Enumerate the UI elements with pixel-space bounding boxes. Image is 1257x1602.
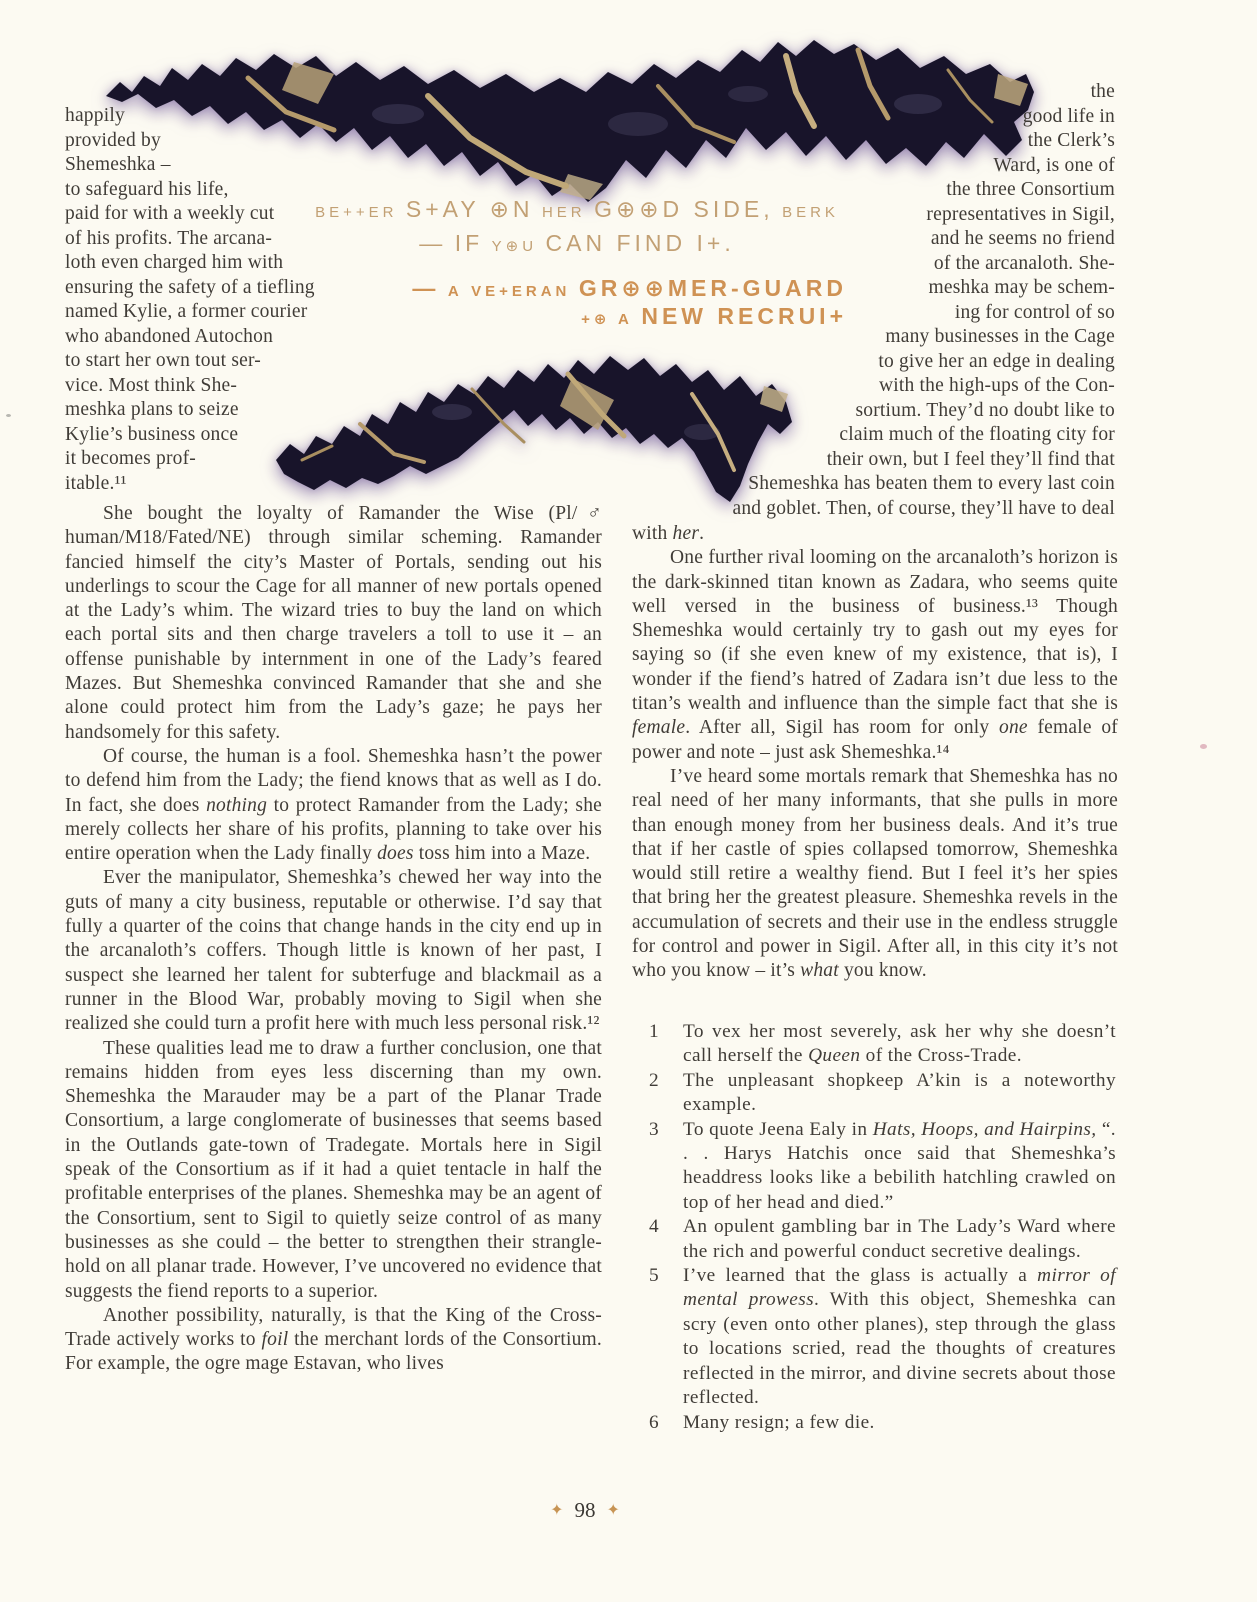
quote-segment: GR⊕⊕MER-GUARD	[578, 275, 847, 301]
text-line: to give her an edge in dealing	[878, 350, 1115, 372]
quote-segment: NEW RECRUI+	[641, 303, 847, 329]
text-line: it becomes prof-	[65, 448, 196, 469]
text-line: claim much of the floating city for	[839, 424, 1115, 445]
footnote-list	[649, 1020, 1116, 1435]
quote-segment: Y⊕U	[491, 238, 538, 255]
diamond-ornament-icon: ✦	[550, 1502, 564, 1519]
page-number-row	[0, 1498, 1170, 1523]
paragraph: Ever the manipulator, Shemeshka’s chewed her way into the guts of many a city business, reputable or otherwise. I’d say that fully a quarter of the coins that change hands in the city end up in the arcanaloth’s coffers. Though little is known of her past, I suspect she learned her talent for subterfuge and blackmail as a runner in the Blood War, probably moving to Sigil when she realized she could turn a profit here with much less personal risk.¹²	[65, 867, 602, 1035]
text-line: Shemeshka has beaten them to every last coin	[748, 473, 1115, 494]
text-line: and he seems no friend	[930, 228, 1115, 249]
text-line: representatives in Sigil,	[926, 203, 1115, 225]
quote-segment: BE++ER	[315, 204, 398, 221]
paragraph: Another possibility, naturally, is that the King of the Cross-Trade actively works to foil the merchant lords of the Consortium. For example, the ogre mage Estavan, who lives	[65, 1304, 602, 1375]
text-line: of his profits. The arcana-	[65, 227, 273, 249]
text-line: vice. Most think She-	[65, 374, 238, 396]
quote-segment: —	[412, 275, 440, 301]
text-line: of the arcanaloth. She-	[933, 252, 1115, 274]
paragraph: She bought the loyalty of Ramander the Wise (Pl/♂ human/M18/Fated/NE) through similar scheming. Ramander fancied himself the city’s Master of Portals, sending out his underlings to scour the Cage for all manner of new portals opened at the Lady’s whim. The wizard tries to buy the land on which each portal sits and then charge travelers a toll to use it – an offense punishable by internment in one of the Lady’s feared Mazes. But Shemeshka convinced Ramander that she and she alone could protect him from the Lady’s gaze; he pays her handsomely for this safety.	[65, 503, 602, 743]
quote-segment: BERK	[782, 204, 839, 221]
quote-segment: G⊕⊕D SIDE,	[594, 196, 774, 222]
text-line: Kylie’s business once	[65, 423, 239, 445]
footnote-text: I’ve learned that the glass is actually a mirror of mental prowess. With this object, Shemeshka can scry (even onto other planes), step through the glass to locations scried, read the thoughts of creatures reflected in the mirror, and divine secrets about those reflected.	[683, 1265, 1116, 1409]
text-line: paid for with a weekly cut	[65, 203, 275, 224]
text-line: many businesses in the Cage	[885, 326, 1115, 347]
text-line: provided by	[65, 129, 161, 151]
footnote-item	[649, 1264, 1116, 1410]
text-line: happily	[65, 105, 125, 126]
text-line: good life in	[1022, 105, 1115, 127]
footnote-number: 6	[649, 1411, 660, 1433]
right-column-body	[632, 522, 1118, 984]
scan-speck	[6, 414, 11, 417]
paragraph: I’ve heard some mortals remark that Shemeshka has no real need of her many informants, that she pulls in more than enough money from her business deals. And it’s true that if her castle of spies collapsed tomorrow, Shemeshka would still retire a wealthy fiend. But I feel it’s her spies that bring her the greatest pleasure. Shemeshka revels in the accumulation of secrets and their use in the endless struggle for control and power in Sigil. After all, in this city it’s not who you know – it’s what you know.	[632, 765, 1118, 982]
quote-segment: —	[419, 230, 447, 256]
footnote-text: To quote Jeena Ealy in Hats, Hoops, and Hairpins, “. . . Harys Hatchis once said that Shemeshka’s headdress looks like a bebilith hatchling crawled on top of her head and died.”	[683, 1118, 1117, 1213]
text-line: who abandoned Autochon	[65, 325, 274, 347]
text-line: Ward, is one of	[993, 154, 1115, 176]
text-line: the	[1090, 81, 1115, 102]
scan-speck	[1200, 744, 1207, 749]
left-column-body	[65, 502, 602, 1377]
left-column-intro	[65, 104, 315, 496]
text-line: meshka plans to seize	[65, 399, 239, 420]
footnote-text: Many resign; a few die.	[683, 1411, 875, 1433]
quote-segment: S+AY ⊕N	[405, 196, 534, 222]
footnote-item	[649, 1411, 1116, 1435]
text-line: Shemeshka –	[65, 154, 171, 175]
quote-segment: IF	[454, 230, 484, 256]
footnote-text: The unpleasant shopkeep A’kin is a noteworthy example.	[683, 1069, 1116, 1116]
text-line: their own, but I feel they’ll find that	[826, 448, 1115, 470]
footnote-item	[649, 1069, 1116, 1118]
text-line: to start her own tout ser-	[65, 350, 261, 371]
paragraph: with her.	[632, 523, 705, 544]
footnote-number: 5	[649, 1265, 660, 1287]
footnote-number: 3	[649, 1118, 660, 1140]
text-line: loth even charged him with	[65, 252, 284, 273]
text-line: the Clerk’s	[1027, 130, 1115, 151]
quote-segment: HER	[541, 204, 586, 221]
diamond-ornament-icon: ✦	[606, 1502, 620, 1519]
footnote-item	[649, 1118, 1116, 1216]
footnote-item	[649, 1215, 1116, 1264]
footnote-number: 2	[649, 1069, 660, 1091]
paragraph: These qualities lead me to draw a further conclusion, one that remains hidden from eyes less discerning than my own. Shemeshka the Marauder may be a part of the Planar Trade Consortium, a large conglomerate of businesses that seems based in the Outlands gate-town of Tradegate. Mortals here in Sigil speak of the Consortium as if it had a quiet tentacle in half the profitable enterprises of the planes. Shemeshka may be an agent of the Consortium, sent to Sigil to quietly seize control of as many businesses as she could – the better to strengthen their strangle-hold on all planar trade. However, I’ve uncovered no evidence that suggests the fiend reports to a superior.	[65, 1037, 602, 1302]
footnote-text: To vex her most severely, ask her why she doesn’t call herself the Queen of the Cross-Trade.	[683, 1021, 1116, 1067]
text-line: to safeguard his life,	[65, 178, 229, 200]
text-line: ensuring the safety of a tiefling	[65, 276, 315, 298]
right-column-intro	[595, 80, 1115, 521]
text-line: meshka may be schem-	[928, 277, 1115, 298]
quote-segment: +⊕ A	[581, 311, 633, 328]
text-line: itable.¹¹	[65, 472, 127, 494]
footnote-text: An opulent gambling bar in The Lady’s Ward where the rich and powerful conduct secretive dealings.	[683, 1216, 1116, 1262]
text-line: ing for control of so	[954, 301, 1115, 323]
text-line: the three Consortium	[946, 179, 1115, 200]
text-line: with the high-ups of the Con-	[879, 375, 1115, 396]
text-line: sortium. They’d no doubt like to	[855, 399, 1115, 421]
text-line: and goblet. Then, of course, they’ll have to deal	[732, 497, 1115, 519]
quote-segment: A	[447, 283, 463, 300]
paragraph: Of course, the human is a fool. Shemeshka hasn’t the power to defend him from the Lady; the fiend knows that as well as I do. In fact, she does nothing to protect Ramander from the Lady; she merely collects her share of his profits, planning to take over his entire operation when the Lady finally does toss him into a Maze.	[65, 745, 602, 865]
footnote-number: 4	[649, 1216, 660, 1238]
paragraph: One further rival looming on the arcanaloth’s horizon is the dark-skinned titan known as Zadara, who seems quite well versed in the business of business.¹³ Though Shemeshka would certainly try to gash out my eyes for saying so (if she even knew of my existence, that is), I wonder if the fiend’s hatred of Zadara isn’t due less to the titan’s wealth and influence than the simple fact that she is female. After all, Sigil has room for only one female of power and note – just ask Shemeshka.¹⁴	[632, 547, 1118, 763]
footnote-item	[649, 1020, 1116, 1069]
text-line: named Kylie, a former courier	[65, 301, 308, 322]
quote-segment: CAN FIND I+.	[545, 230, 735, 256]
page-number: 98	[574, 1498, 596, 1522]
quote-segment: VE+ERAN	[471, 283, 571, 300]
footnote-number: 1	[649, 1021, 660, 1042]
